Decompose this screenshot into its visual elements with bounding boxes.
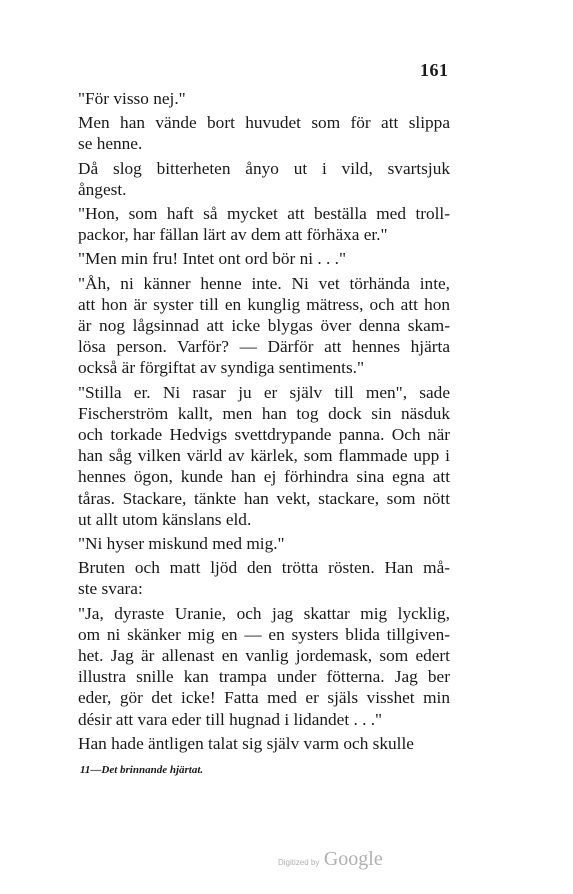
- body-text: [78, 88, 450, 757]
- text-line: désir att vara eder till hugnad i lidandet . . .": [78, 709, 383, 729]
- paragraph: [78, 112, 450, 154]
- page-number: 161: [420, 60, 449, 80]
- text-line: "Ja, dyraste Uranie, och jag skattar mig lycklig,: [78, 603, 450, 623]
- text-line: het. Jag är allenast en vanlig jordemask, som edert: [78, 646, 450, 666]
- text-line: Han hade äntligen talat sig själv varm och skulle: [78, 733, 414, 753]
- text-line: packor, har fällan lärt av dem att förhäxa er.": [78, 225, 388, 245]
- text-line: lösa person. Varför? — Därför att hennes hjärta: [78, 337, 450, 357]
- text-line: tåras. Stackare, tänkte han vekt, stackare, som nött: [78, 488, 450, 508]
- paragraph: [78, 557, 450, 599]
- signature-mark: 11—Det brinnande hjärtat.: [80, 764, 204, 776]
- text-line: "Åh, ni känner henne inte. Ni vet törhända inte,: [78, 273, 450, 293]
- paragraph: [78, 248, 450, 269]
- text-line: illustra snille kan trampa under fötterna. Jag ber: [78, 667, 450, 687]
- text-line: ångest.: [78, 179, 127, 199]
- text-line: också är förgiftat av syndiga sentiments.": [78, 358, 365, 378]
- digitization-watermark: [278, 848, 383, 871]
- text-line: "Hon, som haft så mycket att beställa med troll-: [78, 204, 450, 224]
- paragraph: [78, 203, 450, 245]
- text-line: ste svara:: [78, 579, 143, 599]
- paragraph: [78, 88, 450, 109]
- text-line: "Ni hyser miskund med mig.": [78, 534, 285, 554]
- paragraph: [78, 158, 450, 200]
- text-line: han såg vilken värld av kärlek, som flammade upp i: [78, 446, 450, 466]
- paragraph: [78, 603, 450, 730]
- text-line: Fischerström kallt, men han tog dock sin näsduk: [78, 403, 450, 423]
- text-line: att hon är syster till en kunglig mätress, och att hon: [78, 294, 450, 314]
- paragraph: [78, 382, 450, 530]
- text-line: "Stilla er. Ni rasar ju er själv till men", sade: [78, 382, 450, 402]
- watermark-prefix: Digitized by: [278, 858, 320, 867]
- paragraph: [78, 733, 450, 754]
- text-line: "För visso nej.": [78, 89, 186, 108]
- text-line: "Men min fru! Intet ont ord bör ni . . .": [78, 249, 347, 269]
- text-line: Bruten och matt ljöd den trötta rösten. Han må-: [78, 558, 450, 578]
- text-line: se henne.: [78, 134, 143, 154]
- text-line: ut allt utom känslans eld.: [78, 509, 252, 529]
- text-line: Men han vände bort huvudet som för att slippa: [78, 113, 450, 133]
- text-line: eder, gör det icke! Fatta med er själs visshet min: [78, 688, 450, 708]
- paragraph: [78, 533, 450, 554]
- paragraph: [78, 273, 450, 379]
- text-line: om ni skänker mig en — en systers blida tillgiven-: [78, 624, 450, 644]
- text-line: hennes ögon, kunde han ej förhindra sina egna att: [78, 467, 450, 487]
- text-line: och torkade Hedvigs svettdrypande panna. Och när: [78, 425, 450, 445]
- text-line: är nog lågsinnad att icke blygas över denna skam-: [78, 316, 450, 336]
- text-line: Då slog bitterheten ånyo ut i vild, svartsjuk: [78, 158, 450, 178]
- watermark-brand: Google: [323, 848, 383, 870]
